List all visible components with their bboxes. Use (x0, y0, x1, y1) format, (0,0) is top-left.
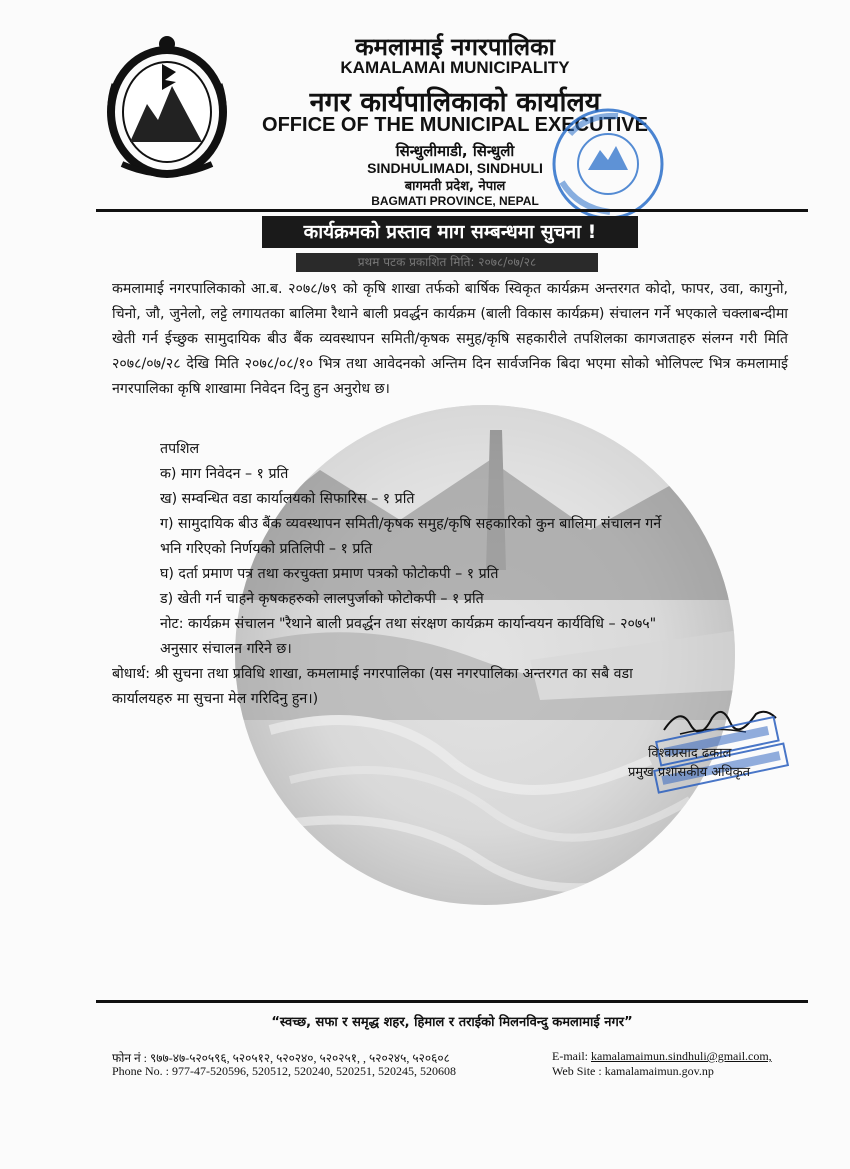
list-item: ग) सामुदायिक बीउ बैंक व्यवस्थापन समिती/कृषक समुह/कृषि सहकारिको कुन बालिमा संचालन गर्ने (160, 516, 662, 532)
municipality-watermark (230, 400, 740, 910)
note-line: नोट: कार्यक्रम संचालन "रैथाने बाली प्रवर्द्धन तथा संरक्षण कार्यक्रम कार्यान्वयन कार्यविधि – २०७५" (160, 616, 657, 632)
info-line: बोधार्थ: श्री सुचना तथा प्रविधि शाखा, कमलामाई नगरपालिका (यस नगरपालिका अन्तरगत का सबै वडा (112, 666, 633, 682)
list-item: ड) खेती गर्न चाहने कृषकहरुको लालपुर्जाको फोटोकपी – १ प्रति (160, 591, 484, 607)
province-nepali: बागमती प्रदेश, नेपाल (404, 179, 506, 194)
office-stamp (548, 104, 668, 224)
signatory-title: प्रमुख प्रशासकीय अधिकृत (628, 765, 751, 780)
email-row (552, 1049, 772, 1064)
website-link[interactable]: kamalamaimun.gov.np (604, 1064, 714, 1078)
header-divider (96, 209, 808, 212)
place-nepali: सिन्धुलीमाडी, सिन्धुली (395, 142, 515, 160)
note-line: अनुसार संचालन गरिने छ। (160, 641, 292, 657)
publication-date: प्रथम पटक प्रकाशित मिति: २०७८/०७/२८ (296, 253, 598, 272)
website-row (552, 1064, 714, 1079)
office-name-nepali: नगर कार्यपालिकाको कार्यालय (309, 87, 601, 118)
email-link[interactable]: kamalamaimun.sindhuli@gmail.com, (591, 1049, 772, 1063)
notice-subject: कार्यक्रमको प्रस्ताव माग सम्बन्धमा सुचना ! (262, 216, 638, 248)
website-label: Web Site : (552, 1064, 602, 1078)
nepal-emblem-logo (92, 24, 242, 184)
list-item: ख) सम्वन्धित वडा कार्यालयको सिफारिस – १ प्रति (160, 491, 415, 507)
notice-paragraph: कमलामाई नगरपालिकाको आ.ब. २०७८/७९ को कृषि शाखा तर्फको बार्षिक स्विकृत कार्यक्रम अन्तरगत कोदो, फापर, उवा, कागुनो, चिनो, जौ, जुनेलो, लट्टे लगायतका बालिमा रैथाने बाली प्रवर्द्धन कार्यक्रम (बाली विकास कार्यक्रम) संचालन गर्ने भएकाले चक्लाबन्दीमा खेती गर्न ईच्छुक सामुदायिक बीउ बैंक व्यवस्थापन समिती/कृषक समुह/कृषि सहकारीले तपशिलका कागजताहरु संलग्न गरी मिति २०७८/०७/२८ देखि मिति २०७८/०८/१० भित्र तथा आवेदनको अन्तिम दिन सार्वजनिक बिदा भएमा सोको भोलिपल्ट भित्र कमलामाई नगरपालिका कृषि शाखामा निवेदन दिनु हुन अनुरोध छ। (112, 281, 788, 397)
list-item: घ) दर्ता प्रमाण पत्र तथा करचुक्ता प्रमाण पत्रको फोटोकपी – १ प्रति (160, 566, 499, 582)
municipality-name-english: KAMALAMAI MUNICIPALITY (340, 58, 570, 77)
list-heading: तपशिल (160, 441, 200, 457)
phone-english: Phone No. : 977-47-520596, 520512, 520240, 520251, 520245, 520608 (112, 1064, 456, 1078)
office-name-english: OFFICE OF THE MUNICIPAL EXECUTIVE (262, 114, 648, 136)
municipality-name-nepali: कमलामाई नगरपालिका (355, 33, 555, 61)
info-line: कार्यालयहरु मा सुचना मेल गरिदिनु हुन।) (112, 691, 319, 707)
phone-nepali: फोन नं : ९७७-४७-५२०५९६, ५२०५१२, ५२०२४०, ५२०२५१, , ५२०२४५, ५२०६०८ (112, 1051, 450, 1065)
email-label: E-mail: (552, 1049, 588, 1063)
footer-divider (96, 1000, 808, 1003)
list-item: क) माग निवेदन – १ प्रति (160, 466, 289, 482)
municipality-motto: “स्वच्छ, सफा र समृद्ध शहर, हिमाल र तराईको मिलनविन्दु कमलामाई नगर” (271, 1015, 633, 1030)
province-english: BAGMATI PROVINCE, NEPAL (371, 194, 539, 208)
signatory-name: विश्वप्रसाद ढकाल (648, 746, 732, 761)
list-item: भनि गरिएको निर्णयको प्रतिलिपी – १ प्रति (160, 541, 373, 557)
place-english: SINDHULIMADI, SINDHULI (367, 160, 543, 176)
